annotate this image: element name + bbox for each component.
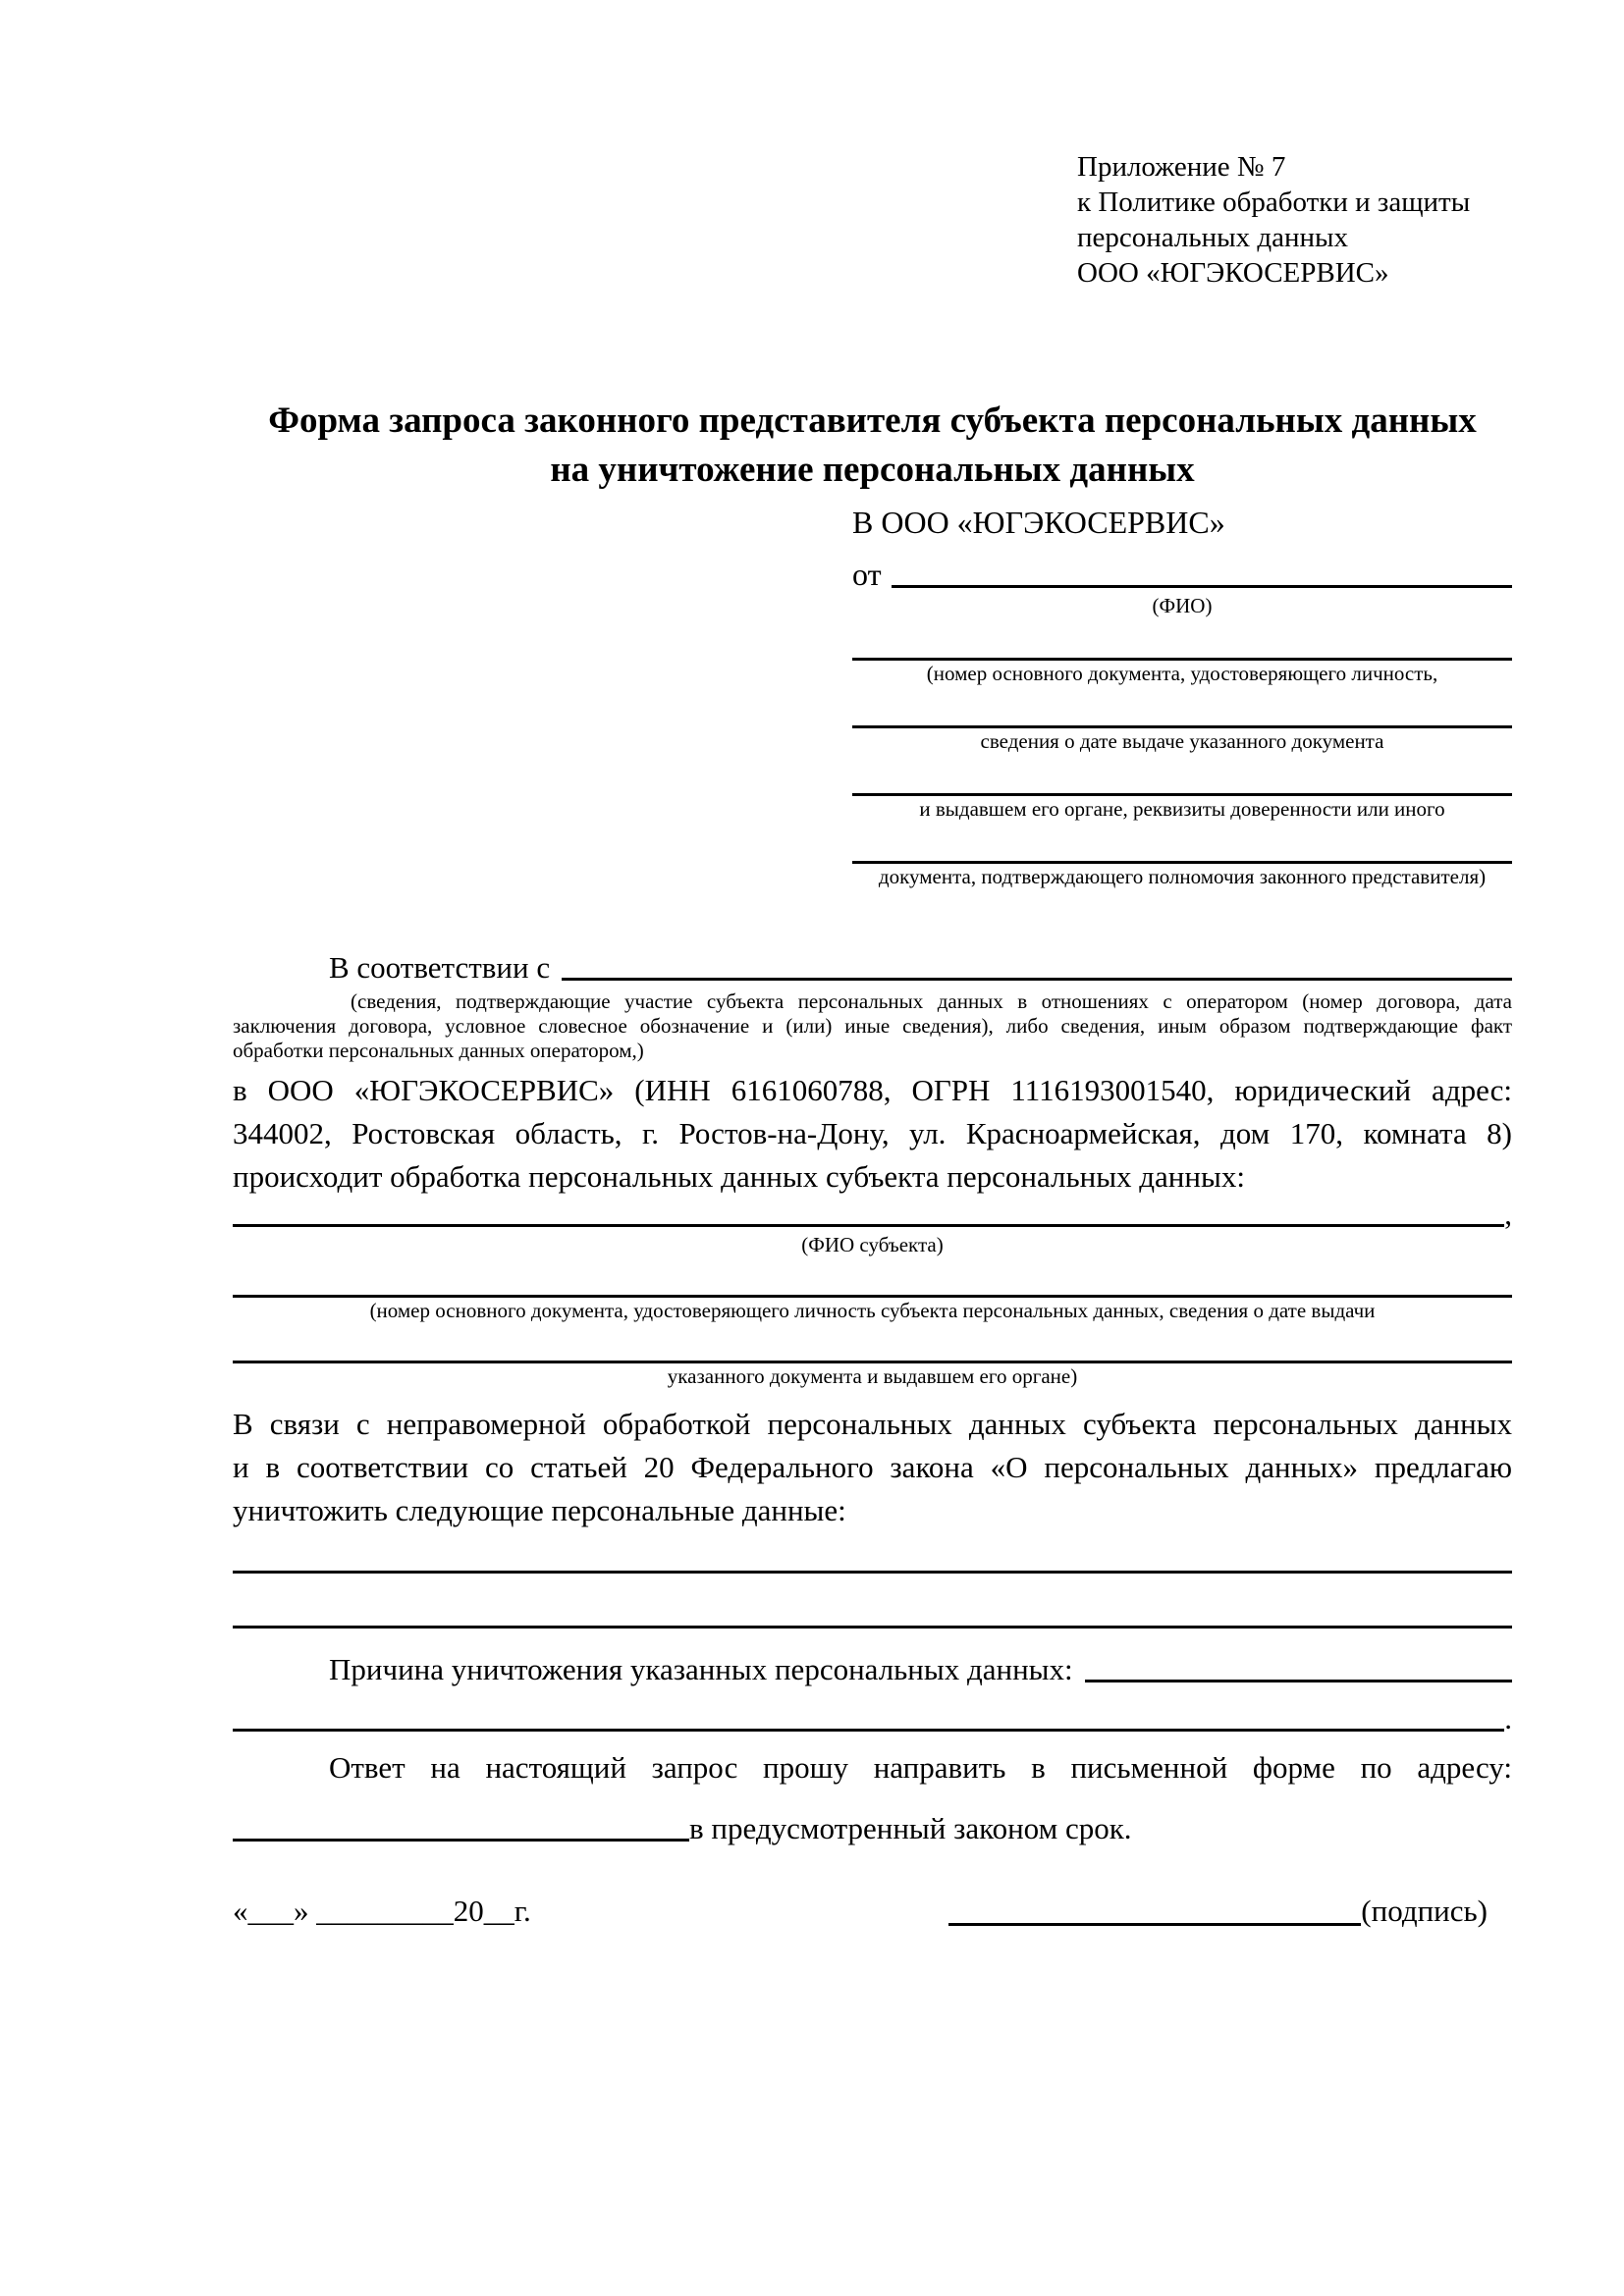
blank-data-line — [233, 1574, 1512, 1629]
destruction-reason-row — [233, 1644, 1512, 1687]
recipient-block — [852, 503, 1512, 889]
destruction-reason-label: Причина уничтожения указанных персональных данных: — [329, 1652, 1073, 1686]
signature-caption: (подпись) — [1361, 1894, 1488, 1928]
appendix-line: ООО «ЮГЭКОСЕРВИС» — [1077, 257, 1389, 289]
reply-request-line: Ответ на настоящий запрос прошу направить в письменной форме по адресу: — [329, 1750, 1512, 1785]
recipient-field-row — [852, 793, 1512, 822]
operator-paragraph-line: 344002, Ростовская область, г. Ростов-на-Дону, ул. Красноармейская, дом 170, комната 8) — [233, 1116, 1512, 1150]
subject-fio-blank-line — [233, 1224, 1504, 1227]
appendix-line: к Политике обработки и защиты — [1077, 187, 1471, 218]
recipient-field-row — [852, 658, 1512, 686]
form-title-line-2: на уничтожение персональных данных — [550, 450, 1195, 490]
accordance-blank-line — [562, 978, 1512, 981]
accordance-clause — [233, 942, 1512, 986]
blank-data-line — [233, 1729, 1504, 1732]
field-caption: документа, подтверждающего полномочия законного представителя) — [878, 865, 1487, 888]
date-line: «___» _________20__г. — [233, 1894, 531, 1928]
appendix-line: персональных данных — [1077, 222, 1349, 253]
accordance-note-line: обработки персональных данных оператором,) — [233, 1039, 644, 1062]
operator-details-paragraph — [233, 1069, 1512, 1199]
subject-doc-row — [233, 1361, 1512, 1389]
fio-caption: (ФИО) — [1152, 594, 1213, 617]
operator-paragraph-line: происходит обработка персональных данных субъекта персональных данных: — [233, 1159, 1245, 1194]
from-label: от — [852, 557, 882, 592]
subject-fio-row — [233, 1197, 1512, 1257]
from-row — [852, 548, 1512, 593]
destruction-request-paragraph — [233, 1403, 1512, 1532]
signature-footer — [233, 1892, 1512, 1931]
recipient-org: В ООО «ЮГЭКОСЕРВИС» — [852, 505, 1225, 540]
address-blank-line — [233, 1839, 689, 1842]
recipient-field-row — [852, 725, 1512, 754]
document-body — [233, 942, 1512, 1931]
comma-suffix: , — [1504, 1197, 1512, 1231]
reply-tail-text: в предусмотренный законом срок. — [689, 1811, 1132, 1845]
appendix-note — [1077, 149, 1470, 291]
subject-fio-line-row — [233, 1197, 1512, 1232]
reply-address-row — [233, 1803, 1512, 1846]
field-caption: сведения о дате выдаче указанного документа — [980, 729, 1384, 753]
blank-data-line — [233, 1532, 1512, 1574]
period-suffix: . — [1504, 1701, 1512, 1735]
signature-blank-line — [948, 1923, 1361, 1926]
form-title-line-1: Форма запроса законного представителя субъекта персональных данных — [268, 400, 1477, 441]
field-caption: (номер основного документа, удостоверяющего личность, — [926, 662, 1438, 685]
subject-fio-caption: (ФИО субъекта) — [801, 1233, 944, 1256]
subject-doc-caption-2: указанного документа и выдавшем его органе) — [667, 1364, 1078, 1388]
accordance-note-line: (сведения, подтверждающие участие субъекта персональных данных в отношениях с оператором (номер договора, дата — [351, 989, 1512, 1013]
request-paragraph-line: и в соответствии со статьей 20 Федерального закона «О персональных данных» предлагаю — [233, 1450, 1512, 1484]
reason-continuation-row — [233, 1687, 1512, 1736]
accordance-label: В соответствии с — [329, 950, 551, 985]
recipient-field-row — [852, 861, 1512, 889]
request-paragraph-line: уничтожить следующие персональные данные: — [233, 1493, 846, 1527]
signature-group — [948, 1892, 1488, 1931]
from-blank-line — [892, 585, 1512, 588]
subject-doc-caption-1: (номер основного документа, удостоверяющего личность субъекта персональных данных, сведения о дате выдачи — [369, 1299, 1376, 1322]
accordance-note-line: заключения договора, условное словесное обозначение и (или) иные сведения), либо сведения, иным образом подтверждающие факт — [233, 1014, 1512, 1038]
subject-doc-row — [233, 1295, 1512, 1323]
request-paragraph-line: В связи с неправомерной обработкой персональных данных субъекта персональных данных — [233, 1407, 1512, 1441]
reason-blank-line — [1085, 1680, 1512, 1682]
accordance-note — [233, 989, 1512, 1063]
appendix-line: Приложение № 7 — [1077, 151, 1286, 183]
field-caption: и выдавшем его органе, реквизиты доверенности или иного — [919, 797, 1445, 821]
operator-paragraph-line: в ООО «ЮГЭКОСЕРВИС» (ИНН 6161060788, ОГРН 1116193001540, юридический адрес: — [233, 1073, 1512, 1107]
